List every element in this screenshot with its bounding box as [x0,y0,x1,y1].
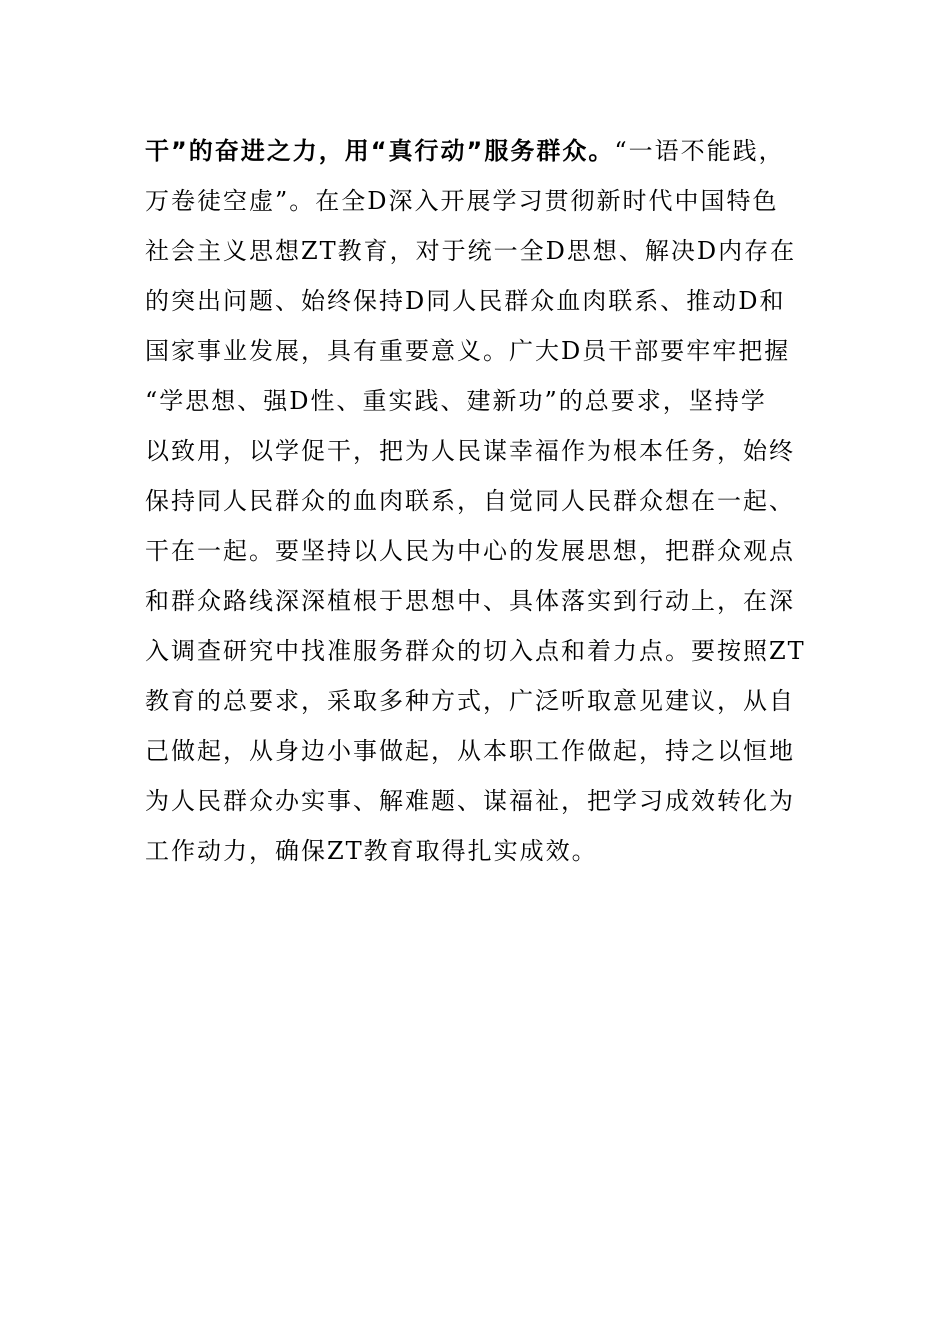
paragraph-line: 己做起，从身边小事做起，从本职工作做起，持之以恒地 [145,737,795,765]
quote-text: “一语不能践， [614,137,785,165]
paragraph-line: 国家事业发展，具有重要意义。广大D员干部要牢牢把握 [145,337,791,365]
paragraph-line: 的突出问题、始终保持D同人民群众血肉联系、推动D和 [145,287,786,315]
paragraph-line: 入调查研究中找准服务群众的切入点和着力点。要按照ZT [145,637,806,665]
paragraph-line: 以致用，以学促干，把为人民谋幸福作为根本任务，始终 [145,437,795,465]
paragraph-line [145,126,825,176]
body-paragraph [145,126,825,876]
paragraph-line: 为人民群众办实事、解难题、谋福祉，把学习成效转化为 [145,787,795,815]
paragraph-line: 和群众路线深深植根于思想中、具体落实到行动上，在深 [145,587,795,615]
paragraph-line: 工作动力，确保ZT教育取得扎实成效。 [145,837,598,865]
paragraph-line: “学思想、强D性、重实践、建新功”的总要求，坚持学 [145,387,767,415]
bold-lead-text: 干”的奋进之力，用“真行动”服务群众。 [145,137,615,165]
paragraph-line: 社会主义思想ZT教育，对于统一全D思想、解决D内存在 [145,237,797,265]
paragraph-line: 保持同人民群众的血肉联系，自觉同人民群众想在一起、 [145,487,795,515]
paragraph-line: 教育的总要求，采取多种方式，广泛听取意见建议，从自 [145,687,795,715]
paragraph-line: 干在一起。要坚持以人民为中心的发展思想，把群众观点 [145,537,795,565]
paragraph-line: 万卷徒空虚”。在全D深入开展学习贯彻新时代中国特色 [145,187,779,215]
